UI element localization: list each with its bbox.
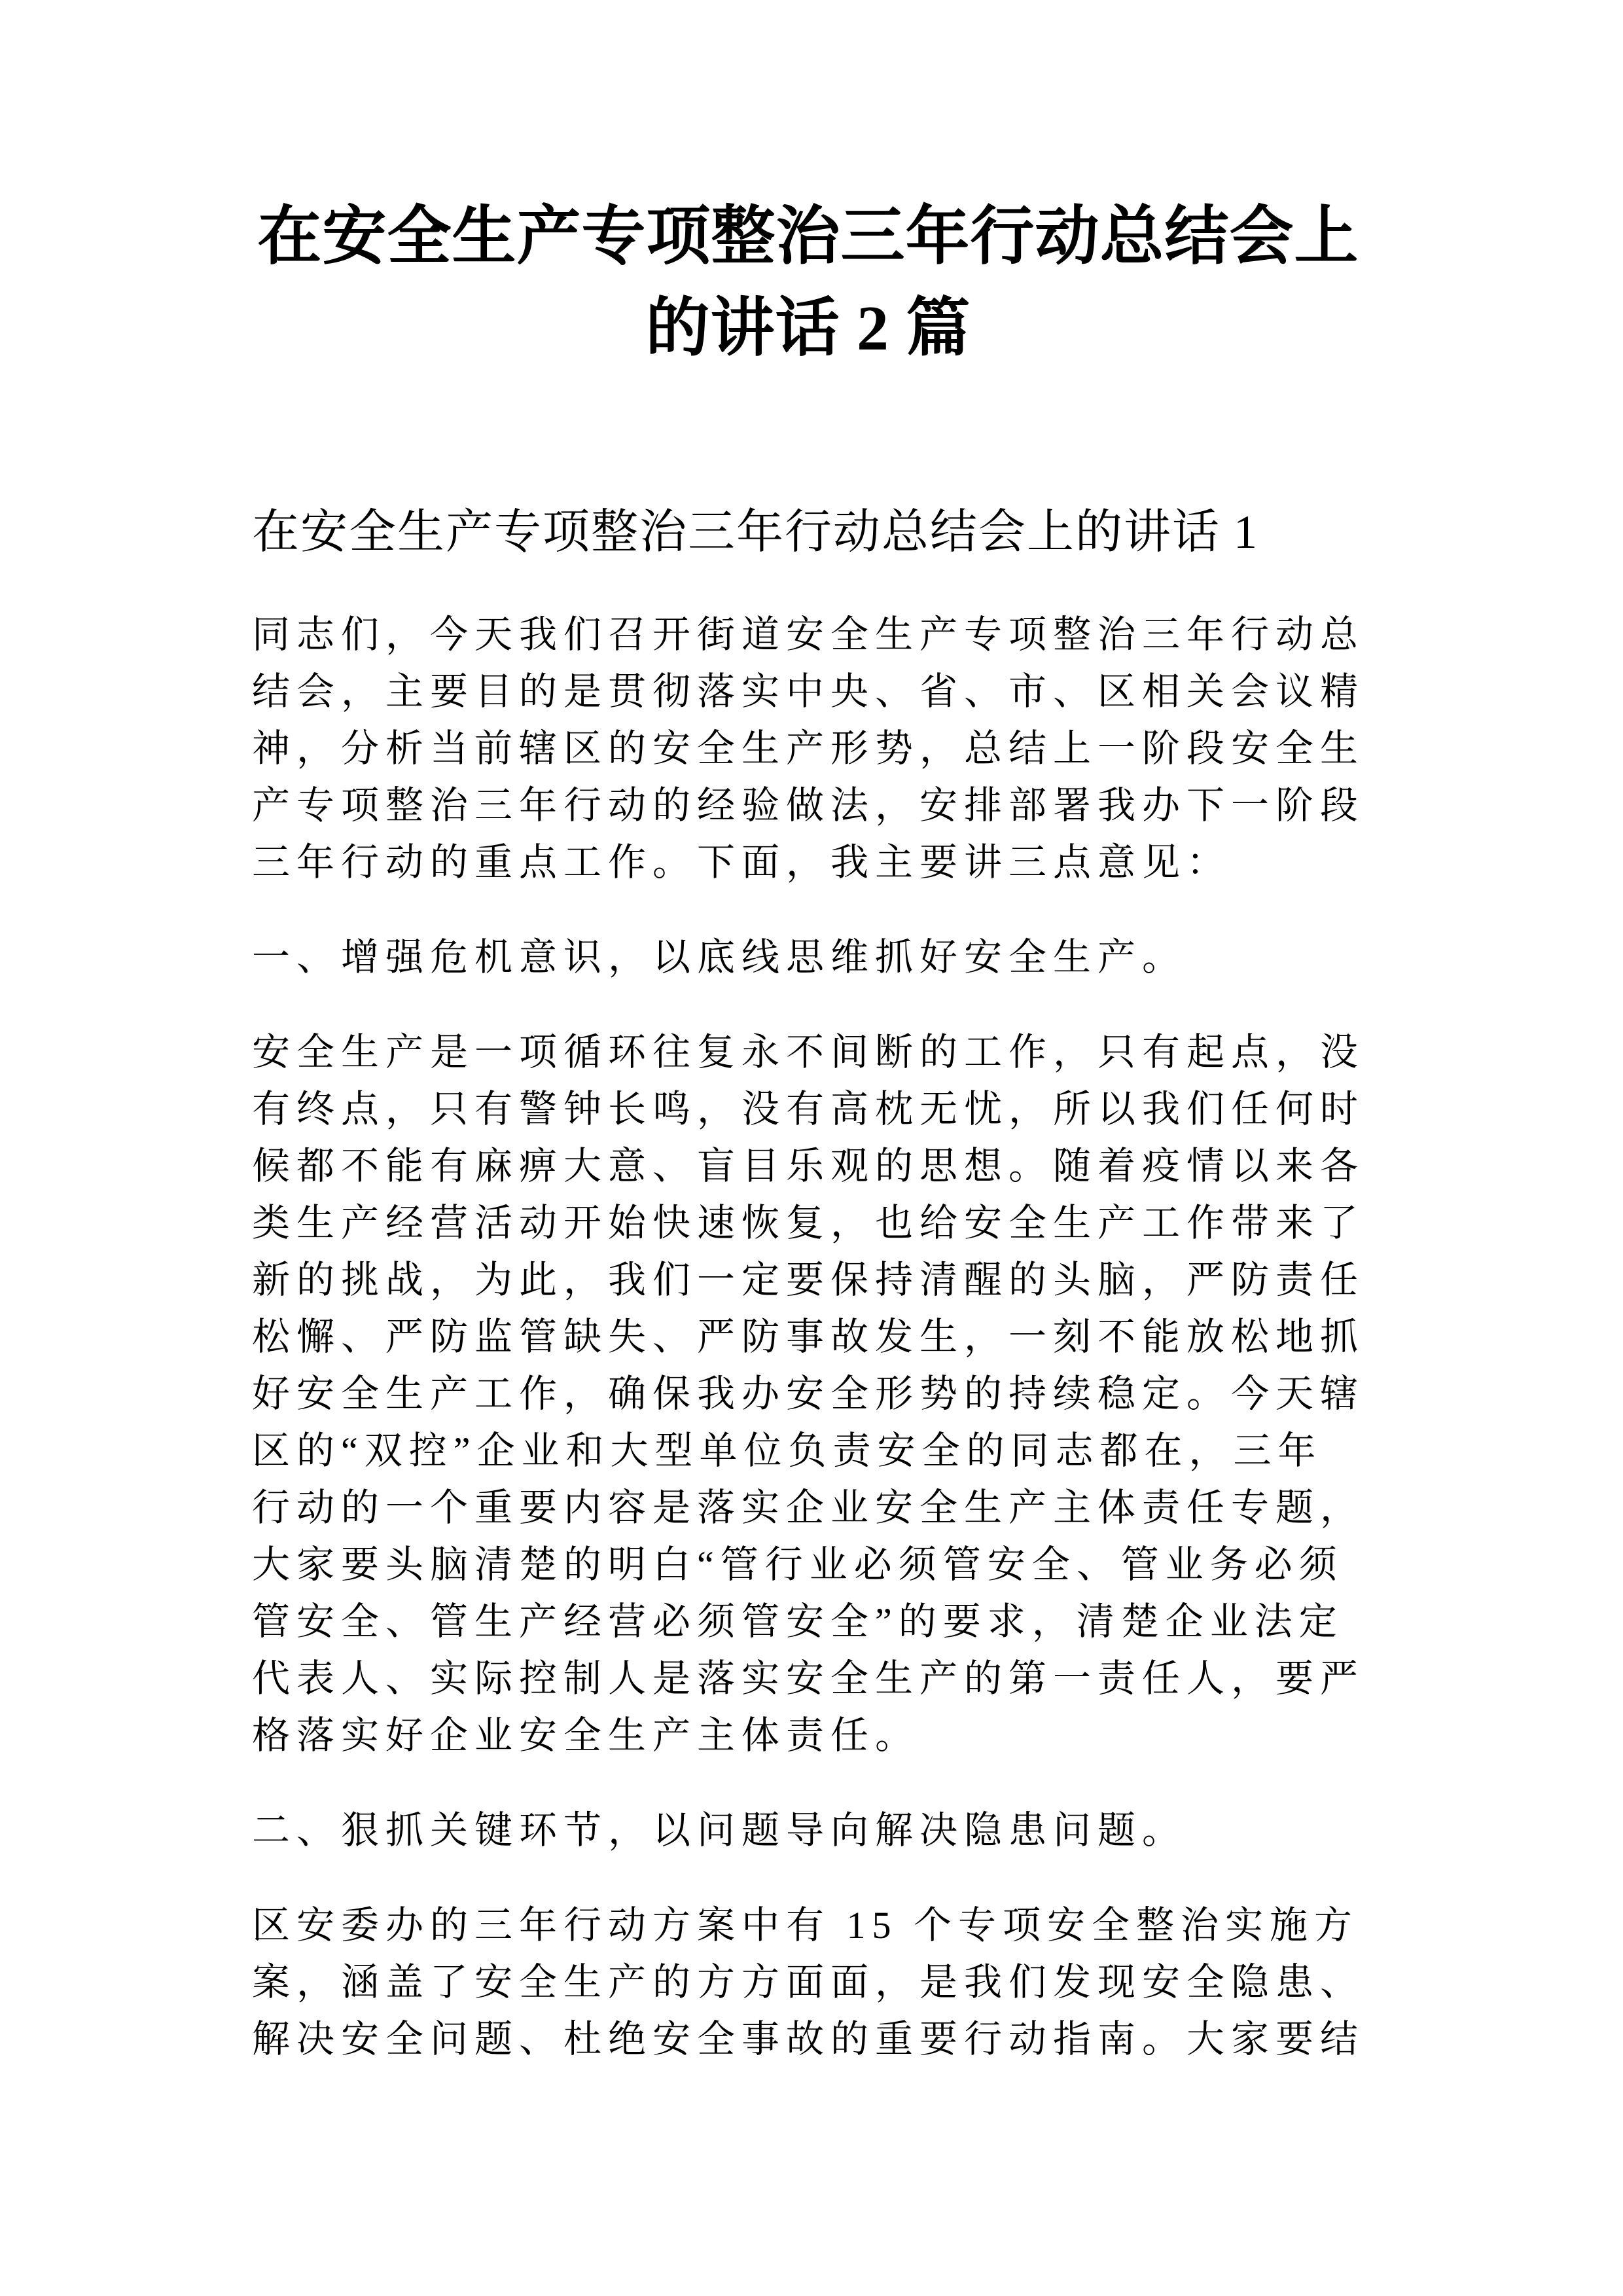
paragraph-point-two-heading: 二、狠抓关键环节，以问题导向解决隐患问题。 [252,1809,1187,1852]
paragraph-point-one-heading: 一、增强危机意识，以底线思维抓好安全生产。 [252,936,1187,978]
section-heading-speech-1: 在安全生产专项整治三年行动总结会上的讲话 1 [252,506,1259,558]
paragraph-point-two-body: 区安委办的三年行动方案中有 15 个专项安全整治实施方案，涵盖了安全生产的方方面面，是我们发现安全隐患、解决安全问题、杜绝安全事故的重要行动指南。大家要结 [252,1904,1365,2060]
document-title: 在安全生产专项整治三年行动总结会上的讲话 2 篇 [257,202,1359,364]
document-content [252,0,1364,2068]
paragraph-intro: 同志们，今天我们召开街道安全生产专项整治三年行动总结会，主要目的是贯彻落实中央、省、市、区相关会议精神，分析当前辖区的安全生产形势，总结上一阶段安全生产专项整治三年行动的经验做法，安排部署我办下一阶段三年行动的重点工作。下面，我主要讲三点意见： [252,613,1365,884]
paragraph-point-one-body: 安全生产是一项循环往复永不间断的工作，只有起点，没有终点，只有警钟长鸣，没有高枕无忧，所以我们任何时候都不能有麻痹大意、盲目乐观的思想。随着疫情以来各类生产经营活动开始快速恢复，也给安全生产工作带来了新的挑战，为此，我们一定要保持清醒的头脑，严防责任松懈、严防监管缺失、严防事故发生，一刻不能放松地抓好安全生产工作，确保我办安全形势的持续稳定。今天辖区的“双控”企业和大型单位负责安全的同志都在，三年行动的一个重要内容是落实企业安全生产主体责任专题，大家要头脑清楚的明白“管行业必须管安全、管业务必须管安全、管生产经营必须管安全”的要求，清楚企业法定代表人、实际控制人是落实安全生产的第一责任人，要严格落实好企业安全生产主体责任。 [252,1031,1365,1757]
